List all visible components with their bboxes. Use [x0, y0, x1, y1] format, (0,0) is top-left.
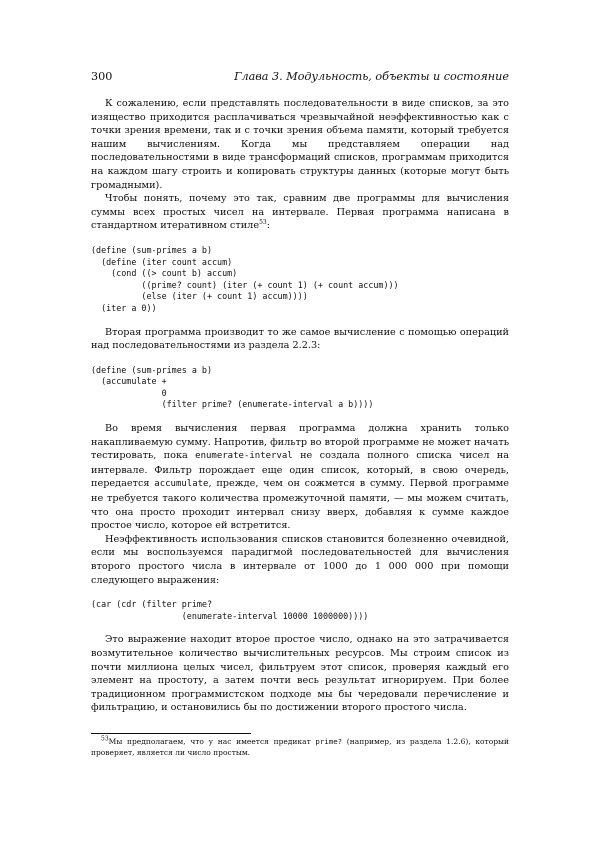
code-block-sum-primes-iterative: (define (sum-primes a b) (define (iter count accum) (cond ((> count b) accum) ((prime? count) (iter (+ count 1) (+ count accum))) (else (iter (+ count 1) accum)))) (iter a 0)) [91, 244, 399, 313]
paragraph-2-text: Чтобы понять, почему это так, сравним две программы для вычисления суммы всех простых чисел на интервале. Первая программа написана в стандартном итеративном стиле [91, 193, 509, 232]
footnote-53 [91, 736, 509, 758]
footnote-text-a: Мы предполагаем, что у нас имеется предикат [108, 736, 316, 746]
inline-code-enumerate-interval: enumerate-interval [195, 451, 293, 462]
paragraph-5: Неэффективность использования списков становится болезненно очевидной, если мы воспользуемся парадигмой последовательностей для вычисления второго простого числа в интервале от 1000 до 1 000 000 при помощи следующего выражения: [91, 533, 509, 586]
page [91, 70, 509, 758]
paragraph-1: К сожалению, если представлять последовательности в виде списков, за это изящество приходится расплачиваться чрезвычайной неэффективностью как с точки зрения времени, так и с точки зрения объема памяти, который требуется нашим вычислениям. Когда мы представляем операции над последовательностями в виде трансформаций списков, программам приходится на каждом шагу строить и копировать структуры данных (которые могут быть громадными). [91, 98, 509, 191]
footnote-divider [91, 733, 251, 734]
paragraph-3: Вторая программа производит то же самое вычисление с помощью операций над последовательностями из раздела 2.2.3: [91, 326, 509, 352]
paragraph-4-part-c: , прежде, чем он сожмется в сумму. Первой программе не требуется такого количества промежуточной памяти, — мы можем считать, что она просто проходит интервал снизу вверх, добавляя к сумме каждое простое число, которое ей встретится. [91, 478, 510, 532]
chapter-title: Глава 3. Модульность, объекты и состояние [234, 70, 509, 83]
running-header [91, 70, 509, 84]
paragraph-4-part-b: не создала полного списка чисел на интервале. Фильтр порождает еще один список, который, в свою очередь, передается [91, 450, 509, 490]
paragraph-4 [91, 422, 509, 533]
footnote-ref-53[interactable]: 53 [259, 219, 267, 227]
paragraph-2-end: : [266, 220, 270, 232]
paragraph-2 [91, 192, 509, 233]
paragraph-4-part-a: Во время вычисления первая программа должна хранить только накапливаемую сумму. Напротив, фильтр во второй программе не может начать тестировать, пока [91, 423, 509, 462]
page-number: 300 [91, 70, 113, 83]
footnote-number: 53 [101, 735, 109, 743]
paragraph-6: Это выражение находит второе простое число, однако на это затрачивается возмутительное количество вычислительных ресурсов. Мы строим список из почти миллиона целых чисел, фильтруем этот список, проверяя каждый его элемент на простоту, а затем почти весь результат игнорируем. При более традиционном программистском подходе мы бы чередовали перечисление и фильтрацию, и остановились бы по достижении второго простого числа. [91, 634, 509, 714]
footnote-inline-code-prime: prime? [315, 736, 343, 746]
code-block-second-prime: (car (cdr (filter prime? (enumerate-interval 10000 1000000)))) [91, 599, 369, 621]
code-block-sum-primes-sequence: (define (sum-primes a b) (accumulate + 0 (filter prime? (enumerate-interval a b)))) [91, 364, 374, 410]
inline-code-accumulate: accumulate [154, 479, 209, 490]
footnote-text-b: (например, из раздела 1.2.6), который проверяет, является ли число простым. [91, 736, 509, 757]
